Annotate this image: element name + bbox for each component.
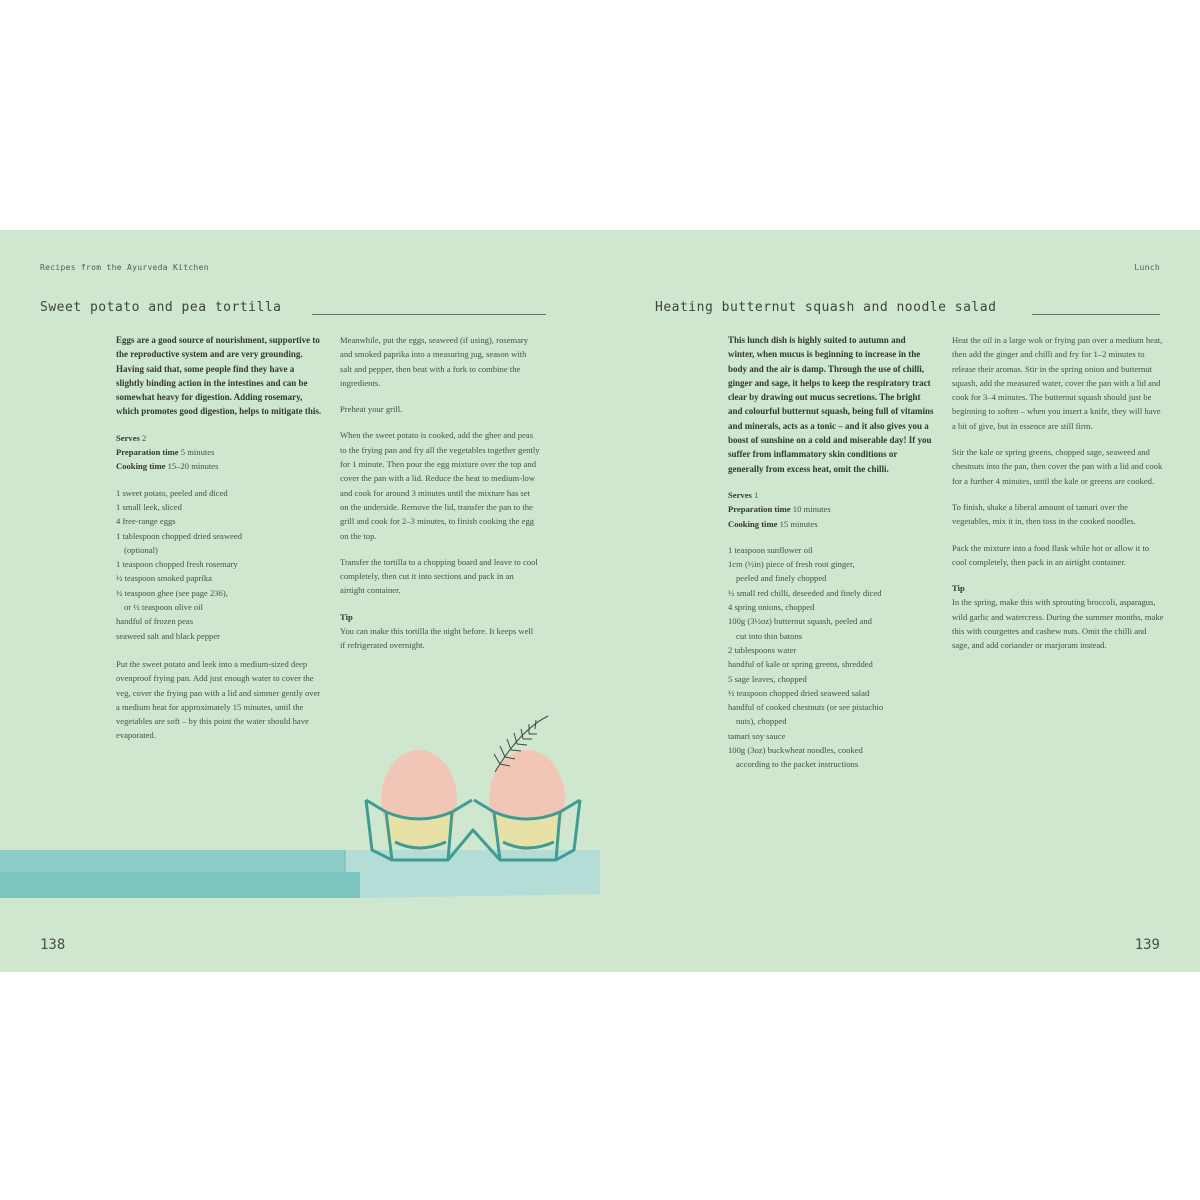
page-number-right: 139 bbox=[1134, 937, 1160, 953]
tip-heading-right: Tip bbox=[952, 583, 965, 594]
tip-text-left: You can make this tortilla the night before. It keeps well if refrigerated overnight. bbox=[340, 626, 534, 651]
ingredient-item: 4 free-range eggs bbox=[116, 516, 176, 527]
tip-heading-left: Tip bbox=[340, 611, 353, 622]
prep-label: Preparation time bbox=[116, 447, 179, 458]
egg-cups-illustration bbox=[0, 700, 610, 930]
serves-value: 1 bbox=[754, 489, 759, 500]
ingredient-item: handful of kale or spring greens, shredded bbox=[728, 659, 873, 670]
right-page bbox=[600, 230, 1200, 972]
recipe-title-right: Heating butternut squash and noodle salad bbox=[655, 300, 997, 315]
recipe-meta-right bbox=[728, 488, 934, 531]
ingredient-item: according to the packet instructions bbox=[736, 759, 859, 770]
method-paragraph: Heat the oil in a large wok or frying pan over a medium heat, then add the ginger and chilli and fry for 1–2 minutes to release their aromas. Stir in the spring onion and butternut squash, add the measured water, cover the pan with a lid and cook for 3–4 minutes. The butternut squash should just be beginning to soften – when you insert a knife, they will have a bit of give, but in essence are still firm. bbox=[952, 335, 1163, 431]
cook-value: 15 minutes bbox=[779, 518, 818, 529]
method-paragraph: Stir the kale or spring greens, chopped sage, seaweed and chestnuts into the pan, then cover the pan with a lid and cook for a further 4 minutes, until the kale or greens are cooked. bbox=[952, 447, 1163, 486]
ingredient-item: cut into thin batons bbox=[736, 630, 803, 641]
ingredient-item: 100g (3oz) buckwheat noodles, cooked bbox=[728, 745, 863, 756]
tip-text-right: In the spring, make this with sprouting broccoli, asparagus, wild garlic and watercress. During the summer months, make this with courgettes and cashew nuts. Omit the chilli and sage, and add coriander or marjoram instead. bbox=[952, 597, 1164, 651]
method-paragraph: When the sweet potato is cooked, add the ghee and peas to the frying pan and fry all the vegetables together gently for 1 minute. Then pour the egg mixture over the top and cover the pan with a lid. Reduce the heat to medium-low and cook for around 3 minutes until the mixture has set on the underside. Remove the lid, transfer the pan to the grill and cook for 2–3 minutes, to finish cooking the egg on the top. bbox=[340, 430, 540, 541]
ingredient-item: ½ teaspoon ghee (see page 236), bbox=[116, 587, 228, 598]
ingredient-item: ½ teaspoon chopped dried seaweed salad bbox=[728, 687, 870, 698]
title-rule-right bbox=[1032, 314, 1160, 315]
ingredient-item: 5 sage leaves, chopped bbox=[728, 673, 807, 684]
recipe-meta-left bbox=[116, 431, 322, 474]
ingredient-item: 1 teaspoon sunflower oil bbox=[728, 544, 813, 555]
serves-value: 2 bbox=[142, 432, 147, 443]
prep-value: 10 minutes bbox=[792, 504, 831, 515]
ingredient-item: ½ teaspoon smoked paprika bbox=[116, 573, 212, 584]
recipe-intro-right: This lunch dish is highly suited to autumn and winter, when mucus is beginning to increase in the body and the air is damp. Through the use of chilli, ginger and sage, it helps to keep the respiratory tract clear by drawing out mucus secretions. The bright and colourful butternut squash, being full of vitamins and minerals, acts as a tonic – and it also gives you a boost of sunshine on a cold and miserable day! If you suffer from inflammatory skin conditions or generally from excess heat, omit the chilli. bbox=[728, 335, 934, 474]
cook-label: Cooking time bbox=[728, 518, 778, 529]
prep-label: Preparation time bbox=[728, 504, 791, 515]
recipe-title-left: Sweet potato and pea tortilla bbox=[40, 300, 282, 315]
method-paragraph: To finish, shake a liberal amount of tamari over the vegetables, mix it in, then toss in the cooked noodles. bbox=[952, 501, 1136, 527]
shelf-top bbox=[0, 850, 345, 872]
ingredient-item: ½ small red chilli, deseeded and finely diced bbox=[728, 587, 882, 598]
cook-label: Cooking time bbox=[116, 461, 166, 472]
ingredient-item: 1 teaspoon chopped fresh rosemary bbox=[116, 559, 238, 570]
ingredient-item: tamari soy sauce bbox=[728, 730, 786, 741]
method-left bbox=[340, 333, 540, 598]
method-right bbox=[952, 333, 1164, 569]
ingredient-item: 1cm (½in) piece of fresh root ginger, bbox=[728, 559, 855, 570]
method-paragraph: Preheat your grill. bbox=[340, 404, 403, 415]
ingredient-item: 100g (3½oz) butternut squash, peeled and bbox=[728, 616, 872, 627]
left-column-2 bbox=[340, 333, 540, 653]
prep-value: 5 minutes bbox=[180, 447, 215, 458]
ingredient-item: 4 spring onions, chopped bbox=[728, 602, 815, 613]
ingredient-item: (optional) bbox=[124, 544, 158, 555]
method-paragraph: Put the sweet potato and leek into a medium-sized deep ovenproof frying pan. Add just enough water to cover the veg, cover the frying pan with a lid and simmer gently over a medium heat for approximately 15 minutes, until the vegetables are soft – by this point the water should have evaporated. bbox=[116, 658, 321, 741]
ingredient-list-left bbox=[116, 486, 322, 643]
ingredient-item: 1 small leek, sliced bbox=[116, 501, 182, 512]
left-column-1 bbox=[116, 333, 322, 743]
title-rule-left bbox=[312, 314, 546, 315]
recipe-intro-left: Eggs are a good source of nourishment, supportive to the reproductive system and are very grounding. Having said that, some people find they have a slightly binding action in the intestines and can be somewhat heavy for digestion. Adding rosemary, which promotes good digestion, helps to mitigate this. bbox=[116, 335, 322, 417]
ingredient-item: 1 sweet potato, peeled and diced bbox=[116, 487, 228, 498]
book-spread bbox=[0, 230, 1200, 972]
left-page bbox=[0, 230, 600, 972]
ingredient-item: peeled and finely chopped bbox=[736, 573, 827, 584]
running-head-right: Lunch bbox=[1134, 263, 1160, 272]
left-egg-icon bbox=[381, 750, 457, 850]
serves-label: Serves bbox=[116, 432, 140, 443]
ingredient-item: seaweed salt and black pepper bbox=[116, 630, 221, 641]
ingredient-item: handful of cooked chestnuts (or see pistachio bbox=[728, 702, 884, 713]
method-paragraph: Transfer the tortilla to a chopping board and leave to cool completely, then cut it into sections and pack in an airtight container. bbox=[340, 556, 538, 596]
ingredient-item: nuts), chopped bbox=[736, 716, 787, 727]
cook-value: 15–20 minutes bbox=[167, 461, 219, 472]
method-paragraph: Meanwhile, put the eggs, seaweed (if using), rosemary and smoked paprika into a measuring jug, season with salt and pepper, then beat with a fork to combine the ingredients. bbox=[340, 335, 529, 388]
page-number-left: 138 bbox=[40, 937, 66, 953]
ingredient-item: or ½ teaspoon olive oil bbox=[124, 602, 204, 613]
right-column-1 bbox=[728, 333, 934, 772]
ingredient-list-right bbox=[728, 543, 934, 772]
right-egg-icon bbox=[489, 750, 565, 850]
serves-label: Serves bbox=[728, 489, 752, 500]
ingredient-item: 2 tablespoons water bbox=[728, 644, 797, 655]
ingredient-item: 1 tablespoon chopped dried seaweed bbox=[116, 530, 242, 541]
shelf-band bbox=[0, 872, 360, 898]
ingredient-item: handful of frozen peas bbox=[116, 616, 194, 627]
method-paragraph: Pack the mixture into a food flask while hot or allow it to cool completely, then pack in an airtight container. bbox=[952, 542, 1150, 567]
right-column-2 bbox=[952, 333, 1164, 653]
running-head-left: Recipes from the Ayurveda Kitchen bbox=[40, 263, 209, 272]
